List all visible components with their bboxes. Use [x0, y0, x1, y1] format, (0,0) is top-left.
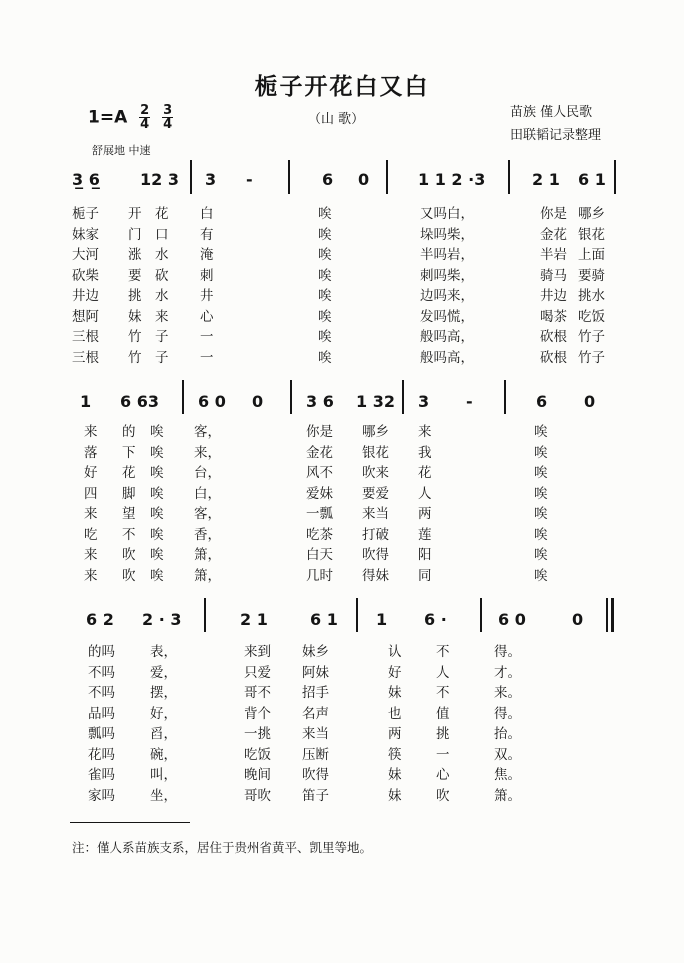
lyric-cell: 得。	[494, 705, 521, 722]
lyric-cell: 般吗高，	[420, 329, 474, 345]
bar-line	[504, 380, 506, 414]
lyric-cell: 箫。	[494, 787, 521, 804]
lyric-cell: 金花	[540, 226, 567, 243]
lyric-cell: 挑	[128, 288, 142, 304]
lyric-cell: 门	[128, 226, 142, 243]
lyric-cell: 风不	[306, 465, 333, 481]
lyric-cell: 你是	[306, 424, 333, 440]
lyric-cell: 大河	[72, 247, 99, 263]
lyric-cell: 双。	[494, 746, 521, 763]
lyric-cell: 吃	[84, 526, 98, 543]
lyric-cell: 唉	[150, 547, 164, 563]
lyric-cell: 吹来	[362, 465, 389, 481]
lyric-cell: 竹	[128, 349, 142, 366]
lyric-cell: 花	[418, 465, 432, 481]
lyric-cell: 唉	[150, 506, 164, 522]
lyric-cell: 你是	[540, 206, 567, 222]
lyric-cell: 唉	[534, 526, 548, 543]
lyric-cell: 唉	[534, 465, 548, 481]
lyric-cell: 得妹	[362, 567, 389, 584]
lyric-cell: 人	[436, 664, 450, 681]
final-bar-line	[611, 598, 614, 632]
lyric-cell: 家吗	[88, 787, 115, 804]
lyric-cell: 吹得	[302, 767, 329, 783]
lyric-cell: 要骑	[578, 267, 605, 284]
lyric-cell: 几时	[306, 567, 333, 584]
lyric-cell: 垛吗柴，	[420, 226, 474, 243]
lyric-cell: 两	[418, 506, 432, 522]
lyric-cell: 半岩	[540, 247, 567, 263]
lyric-cell: 妹	[388, 767, 402, 783]
lyric-cell: 同	[418, 567, 432, 584]
lyric-cell: 来	[84, 424, 98, 440]
notation-cell: 3 6	[306, 392, 334, 411]
genre-label: （山 歌）	[308, 112, 365, 127]
lyric-cell: 压断	[302, 746, 329, 763]
lyric-cell: 来	[84, 547, 98, 563]
lyric-cell: 子	[155, 329, 169, 345]
lyric-cell: 台，	[194, 465, 221, 481]
notation-cell: 0	[584, 392, 596, 411]
lyric-cell: 箫，	[194, 547, 221, 563]
lyric-cell: 不	[122, 526, 136, 543]
lyric-cell: 一	[200, 329, 214, 345]
lyric-cell: 井	[200, 288, 214, 304]
lyric-cell: 妹	[388, 787, 402, 804]
lyric-cell: 来	[418, 424, 432, 440]
lyric-cell: 打破	[362, 526, 389, 543]
lyric-cell: 的吗	[88, 644, 115, 660]
lyric-cell: 心	[436, 767, 450, 783]
lyric-cell: 要爱	[362, 485, 389, 502]
lyric-cell: 白，	[194, 485, 221, 502]
notation-cell: 6 1	[310, 610, 338, 629]
lyric-cell: 三根	[72, 349, 99, 366]
lyric-cell: 白	[200, 206, 214, 222]
lyric-cell: 一	[200, 349, 214, 366]
bar-line	[204, 598, 206, 632]
bar-line	[402, 380, 404, 414]
lyric-cell: 落	[84, 444, 98, 461]
key-label: 1=A	[88, 107, 128, 128]
bar-line	[288, 160, 290, 194]
lyric-cell: 一瓢	[306, 506, 333, 522]
lyric-cell: 唉	[318, 308, 332, 325]
lyric-cell: 井边	[540, 288, 567, 304]
lyric-cell: 也	[388, 705, 402, 722]
meter-2: $\frac{3}{4}$	[163, 103, 173, 132]
lyric-cell: 唉	[150, 424, 164, 440]
lyric-cell: 唉	[318, 247, 332, 263]
notation-cell: 2 · 3	[142, 610, 182, 629]
lyric-cell: 花吗	[88, 746, 115, 763]
notation-cell: 0	[358, 170, 370, 189]
lyric-cell: 好	[388, 664, 402, 681]
lyric-cell: 表，	[150, 644, 177, 660]
notation-cell: 1 1 2 ·3	[418, 170, 486, 189]
lyric-cell: 下	[122, 444, 136, 461]
lyric-cell: 人	[418, 485, 432, 502]
notation-cell: -	[246, 170, 253, 189]
notation-cell: 12 3	[140, 170, 179, 189]
lyric-cell: 名声	[302, 705, 329, 722]
lyric-cell: 唉	[318, 288, 332, 304]
lyric-cell: 客，	[194, 506, 221, 522]
lyric-cell: 妹家	[72, 226, 99, 243]
lyric-cell: 又吗白，	[420, 206, 474, 222]
lyric-cell: 花	[155, 206, 169, 222]
lyric-cell: 唉	[534, 506, 548, 522]
lyric-cell: 子	[155, 349, 169, 366]
lyric-cell: 筷	[388, 746, 402, 763]
lyric-cell: 刺	[200, 267, 214, 284]
lyric-cell: 舀，	[150, 726, 177, 742]
lyric-cell: 唉	[318, 226, 332, 243]
lyric-cell: 心	[200, 308, 214, 325]
lyric-cell: 吹	[122, 567, 136, 584]
notation-cell: 3	[418, 392, 430, 411]
lyric-cell: 吃饭	[244, 746, 271, 763]
lyric-cell: 白天	[306, 547, 333, 563]
lyric-cell: 来当	[362, 506, 389, 522]
lyric-cell: 唉	[534, 567, 548, 584]
lyric-cell: 招手	[302, 685, 329, 701]
lyric-cell: 摆，	[150, 685, 177, 701]
lyric-cell: 唉	[318, 349, 332, 366]
lyric-cell: 砍根	[540, 329, 567, 345]
lyric-cell: 笛子	[302, 787, 329, 804]
notation-cell: 3̲ 6̲	[72, 170, 100, 189]
lyric-cell: 竹	[128, 329, 142, 345]
notation-cell: 6	[536, 392, 548, 411]
lyric-cell: 唉	[318, 206, 332, 222]
lyric-cell: 爱，	[150, 664, 177, 681]
lyric-cell: 得。	[494, 644, 521, 660]
notation-cell: 1 32	[356, 392, 395, 411]
song-title: 栀子开花白又白	[254, 74, 430, 100]
lyric-cell: 不	[436, 644, 450, 660]
lyric-cell: 唉	[534, 444, 548, 461]
notation-cell: 6 0	[498, 610, 526, 629]
lyric-cell: 边吗来，	[420, 288, 474, 304]
lyric-cell: 骑马	[540, 267, 567, 284]
lyric-cell: 唉	[318, 329, 332, 345]
bar-line	[356, 598, 358, 632]
lyric-cell: 般吗高，	[420, 349, 474, 366]
collector-credit: 田联韬记录整理	[510, 128, 602, 143]
lyric-cell: 唉	[150, 485, 164, 502]
bar-line	[386, 160, 388, 194]
notation-cell: 1	[376, 610, 388, 629]
lyric-cell: 淹	[200, 247, 214, 263]
lyric-cell: 客，	[194, 424, 221, 440]
lyric-cell: 竹子	[578, 329, 605, 345]
lyric-cell: 哥吹	[244, 787, 271, 804]
lyric-cell: 一	[436, 746, 450, 763]
lyric-cell: 抬。	[494, 726, 521, 742]
lyric-cell: 喝茶	[540, 308, 567, 325]
bar-line	[480, 598, 482, 632]
lyric-cell: 金花	[306, 444, 333, 461]
lyric-cell: 想阿	[72, 308, 99, 325]
lyric-cell: 砍根	[540, 349, 567, 366]
lyric-cell: 碗，	[150, 746, 177, 763]
notation-cell: 0	[572, 610, 584, 629]
lyric-cell: 我	[418, 444, 432, 461]
lyric-cell: 一挑	[244, 726, 271, 742]
lyric-cell: 妹乡	[302, 644, 329, 660]
bar-line	[290, 380, 292, 414]
notation-cell: -	[466, 392, 473, 411]
lyric-cell: 来到	[244, 644, 271, 660]
lyric-cell: 银花	[362, 444, 389, 461]
lyric-cell: 砍	[155, 267, 169, 284]
lyric-cell: 雀吗	[88, 767, 115, 783]
lyric-cell: 上面	[578, 247, 605, 263]
notation-cell: 6 2	[86, 610, 114, 629]
lyric-cell: 唉	[534, 424, 548, 440]
lyric-cell: 的	[122, 424, 136, 440]
lyric-cell: 唉	[318, 267, 332, 284]
notation-cell: 3	[205, 170, 217, 189]
notation-cell: 0	[252, 392, 264, 411]
notation-cell: 1	[80, 392, 92, 411]
lyric-cell: 挑水	[578, 288, 605, 304]
lyric-cell: 阿妹	[302, 664, 329, 681]
lyric-cell: 吹	[436, 787, 450, 804]
lyric-cell: 有	[200, 226, 214, 243]
lyric-cell: 刺吗柴，	[420, 267, 474, 284]
lyric-cell: 箫，	[194, 567, 221, 584]
lyric-cell: 不吗	[88, 685, 115, 701]
notation-cell: 6 ·	[424, 610, 447, 629]
lyric-cell: 脚	[122, 485, 136, 502]
lyric-cell: 挑	[436, 726, 450, 742]
notation-cell: 6 1	[578, 170, 606, 189]
lyric-cell: 来	[155, 308, 169, 325]
notation-cell: 2 1	[532, 170, 560, 189]
lyric-cell: 爱妹	[306, 485, 333, 502]
bar-line	[508, 160, 510, 194]
lyric-cell: 阳	[418, 547, 432, 563]
notation-cell: 6 63	[120, 392, 159, 411]
lyric-cell: 哪乡	[578, 206, 605, 222]
lyric-cell: 吹	[122, 547, 136, 563]
lyric-cell: 银花	[578, 226, 605, 243]
lyric-cell: 吃茶	[306, 526, 333, 543]
tempo-marking: 舒展地 中速	[92, 144, 151, 157]
lyric-cell: 坐，	[150, 787, 177, 804]
lyric-cell: 只爱	[244, 664, 271, 681]
lyric-cell: 哪乡	[362, 424, 389, 440]
lyric-cell: 才。	[494, 664, 521, 681]
footnote-divider	[70, 822, 190, 823]
lyric-cell: 品吗	[88, 705, 115, 722]
lyric-cell: 晚间	[244, 767, 271, 783]
bar-line	[614, 160, 616, 194]
lyric-cell: 唉	[150, 526, 164, 543]
lyric-cell: 竹子	[578, 349, 605, 366]
lyric-cell: 来，	[194, 444, 221, 461]
lyric-cell: 吹得	[362, 547, 389, 563]
lyric-cell: 唉	[534, 547, 548, 563]
lyric-cell: 三根	[72, 329, 99, 345]
lyric-cell: 认	[388, 644, 402, 660]
lyric-cell: 要	[128, 267, 142, 284]
lyric-cell: 花	[122, 465, 136, 481]
lyric-cell: 水	[155, 288, 169, 304]
lyric-cell: 吃饭	[578, 308, 605, 325]
lyric-cell: 值	[436, 705, 450, 722]
lyric-cell: 好，	[150, 705, 177, 722]
lyric-cell: 妹	[388, 685, 402, 701]
lyric-cell: 砍柴	[72, 267, 99, 284]
lyric-cell: 唉	[150, 465, 164, 481]
lyric-cell: 哥不	[244, 685, 271, 701]
notation-cell: 6	[322, 170, 334, 189]
lyric-cell: 好	[84, 465, 98, 481]
lyric-cell: 瓢吗	[88, 726, 115, 742]
lyric-cell: 口	[155, 226, 169, 243]
lyric-cell: 焦。	[494, 767, 521, 783]
lyric-cell: 唉	[534, 485, 548, 502]
notation-cell: 2 1	[240, 610, 268, 629]
lyric-cell: 发吗慌，	[420, 308, 474, 325]
lyric-cell: 来当	[302, 726, 329, 742]
meter-1: $\frac{2}{4}$	[140, 103, 150, 132]
lyric-cell: 开	[128, 206, 142, 222]
lyric-cell: 水	[155, 247, 169, 263]
bar-line	[606, 598, 608, 632]
lyric-cell: 涨	[128, 247, 142, 263]
lyric-cell: 妹	[128, 308, 142, 325]
lyric-cell: 香，	[194, 526, 221, 543]
key-signature	[88, 104, 173, 131]
lyric-cell: 叫，	[150, 767, 177, 783]
lyric-cell: 不	[436, 685, 450, 701]
lyric-cell: 来	[84, 506, 98, 522]
source-credit: 苗族 僅人民歌	[510, 105, 593, 120]
lyric-cell: 来。	[494, 685, 521, 701]
lyric-cell: 井边	[72, 288, 99, 304]
lyric-cell: 两	[388, 726, 402, 742]
lyric-cell: 来	[84, 567, 98, 584]
lyric-cell: 栀子	[72, 206, 99, 222]
lyric-cell: 唉	[150, 567, 164, 584]
notation-cell: 6 0	[198, 392, 226, 411]
footnote: 注：僅人系苗族支系，居住于贵州省黄平、凯里等地。	[72, 840, 373, 855]
lyric-cell: 背个	[244, 705, 271, 722]
bar-line	[190, 160, 192, 194]
lyric-cell: 莲	[418, 526, 432, 543]
bar-line	[182, 380, 184, 414]
lyric-cell: 望	[122, 506, 136, 522]
lyric-cell: 唉	[150, 444, 164, 461]
lyric-cell: 半吗岩，	[420, 247, 474, 263]
lyric-cell: 不吗	[88, 664, 115, 681]
lyric-cell: 四	[84, 485, 98, 502]
